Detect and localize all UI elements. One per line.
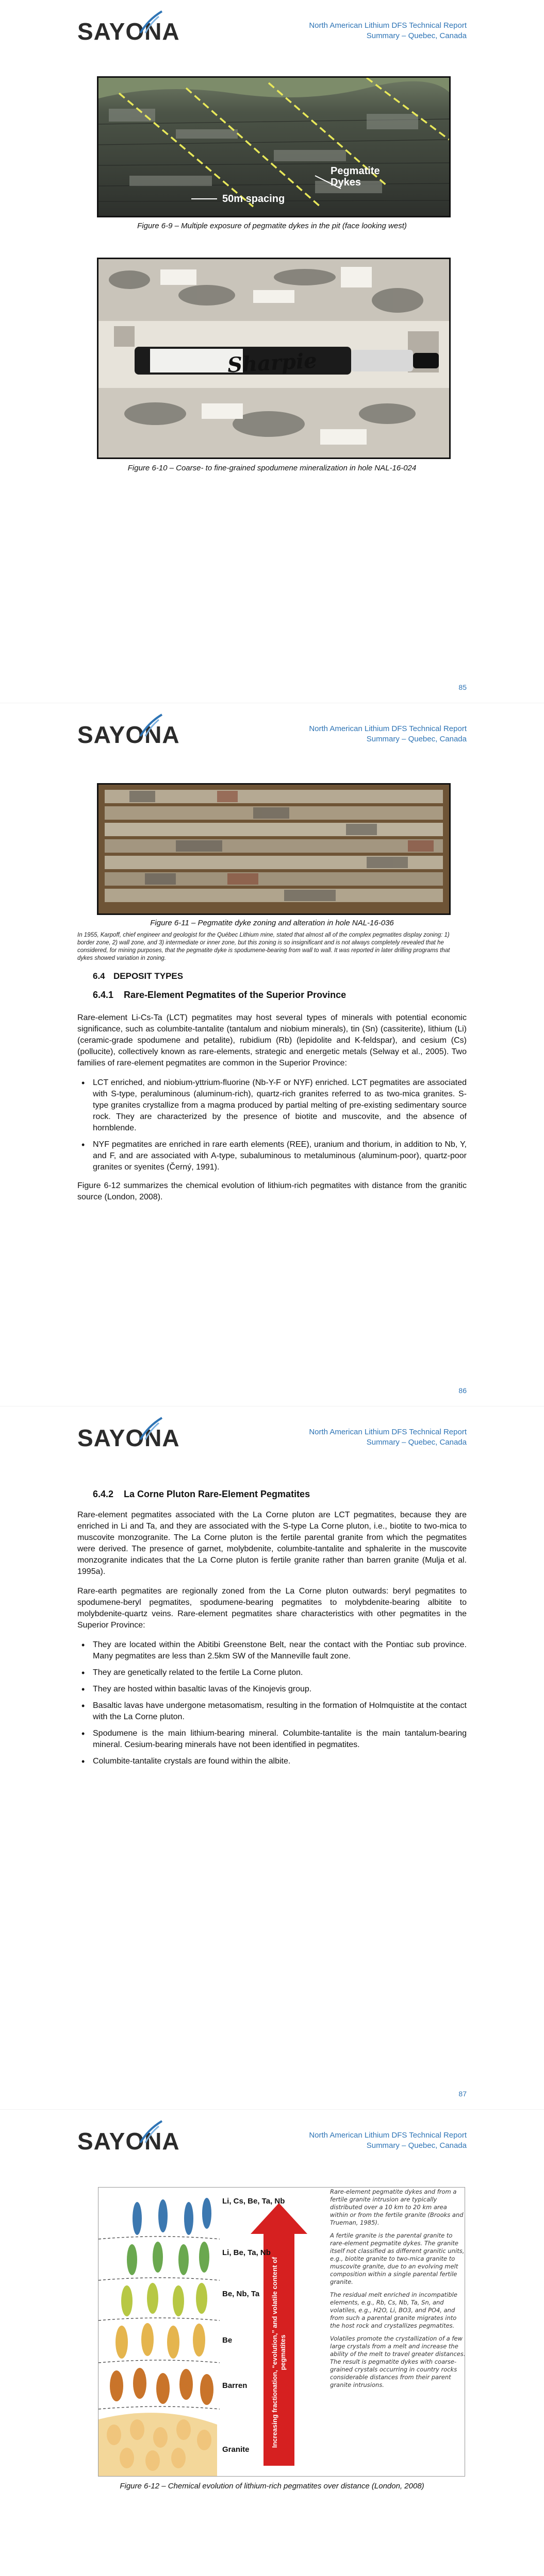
sayona-logo: SAYONA [77,721,180,749]
marker-brand-text: Sharpie [226,348,318,378]
logo-swoosh-icon [138,2120,164,2144]
pit-photo [97,76,451,217]
page-85 [0,0,544,703]
list-item: • Spodumene is the main lithium-bearing mineral. Columbite-tantalite is the main tantalum-bearing mineral. Cesium-bearing minerals have not been identified in pegmatites. [77,1728,467,1751]
fractionation-arrow-text: Increasing fractionation, “evolution,” and volatile content of pegmatites [271,2257,287,2448]
bullet-list [77,1639,467,1767]
header-line-2: Summary – Quebec, Canada [366,735,467,743]
subsection-heading: 6.4.2 La Corne Pluton Rare-Element Pegmatites [93,1489,310,1499]
page-88 [0,2110,544,2576]
page-number: 86 [458,1386,467,1395]
header-line-1: North American Lithium DFS Technical Report [309,1428,467,1436]
list-item: • Basaltic lavas have undergone metasomatism, resulting in the formation of Holmquistite at the contact with the La Corne pluton. [77,1700,467,1723]
header-line-1: North American Lithium DFS Technical Report [309,2131,467,2140]
report-header [309,2130,467,2151]
zone-label-barren: Barren [222,2381,248,2390]
zone-label-be: Be [222,2336,233,2345]
page-number: 87 [458,2090,467,2098]
list-item: • They are hosted within basaltic lavas of the Kinojevis group. [77,1684,467,1695]
logo-swoosh-icon [138,714,164,737]
zone-label-be-nb: Be, Nb, Ta [222,2290,260,2298]
paragraph: Rare-element pegmatites associated with the La Corne pluton are LCT pegmatites, because they are enriched in Li and Ta, and they are associated with the S-type La Corne pluton, i.e., biotite to two-mica to muscovite monzogranite. The La Corne pluton is the fertile parental granite from which the pegmatites were derived. The presence of garnet, molybdenite, columbite-tantalite and sphalerite in the muscovite monzogranite indicates that the La Corne pluton is fertile granite rather than barren granite (Mulja et al. 1995a). [77,1511,467,1576]
sayona-logo: SAYONA [77,2127,180,2155]
paragraph: Rare-earth pegmatites are regionally zoned from the La Corne pluton outwards: beryl pegmatites to spodumene-beryl pegmatites, spodumene-bearing pegmatites to molybdenite-bearing albitite to molybdenite-quartz veins. Rare-element pegmatites share characteristics with other pegmatites in the Superior Province: [77,1587,467,1630]
note-paragraph: Volatiles promote the crystallization of a few large crystals from a melt and increase the ability of the melt to travel greater distances. The result is pegmatite dykes with coarse-grained crystals occurring in country rocks considerable distances from their parent granite intrusions. [330,2335,466,2388]
report-header [309,21,467,41]
diagram-notes [330,2188,467,2394]
pegmatite-dykes-label: Pegmatite Dykes [331,165,380,188]
list-item: • They are genetically related to the fertile La Corne pluton. [77,1667,467,1679]
figure-6-9-caption: Figure 6-9 – Multiple exposure of pegmatite dykes in the pit (face looking west) [137,222,407,230]
header-line-2: Summary – Quebec, Canada [366,1438,467,1447]
sayona-logo: SAYONA [77,1424,180,1452]
header-line-1: North American Lithium DFS Technical Report [309,724,467,733]
section-heading: 6.4 DEPOSIT TYPES [93,971,184,981]
zone-label-li-cs: Li, Cs, Be, Ta, Nb [222,2197,285,2206]
list-item: • LCT enriched, and niobium-yttrium-fluorine (Nb-Y-F or NYF) enriched. LCT pegmatites are associated with S-type, peraluminous (aluminum-rich), quartz-rich granites referred to as two-mica granites. S-type granites crystallize from a magma produced by partial melting of pre-existing sedimentary source rock. They are characterized by the presence of biotite and muscovite, and the absence of hornblende. [77,1077,467,1134]
core-box-photo [97,783,451,915]
report-header [309,1427,467,1448]
paragraph: Figure 6-12 summarizes the chemical evolution of lithium-rich pegmatites with distance from the granitic source (London, 2008). [77,1181,467,1201]
header-line-1: North American Lithium DFS Technical Report [309,21,467,30]
spacing-label: 50m spacing [222,193,285,205]
section-body [77,1012,467,1211]
zone-label-granite: Granite [222,2445,250,2454]
subsection-heading: 6.4.1 Rare-Element Pegmatites of the Superior Province [93,990,347,1000]
paragraph: Rare-element Li-Cs-Ta (LCT) pegmatites may host several types of minerals with potential economic significance, such as columbite-tantalite (tantalum and niobium minerals), tin (Sn) (cassiterite), lithium (Li) (ceramic-grade spodumene and petalite), rubidium (Rb) (lepidolite and K-feldspar), and cesium (Cs) (pollucite), collectively known as rare-elements, strategic and energetic metals (Selway et al., 2005). Two families of rare-element pegmatites are common in the Superior Province: [77,1013,467,1067]
page-number: 85 [458,683,467,691]
report-header [309,724,467,744]
page-86 [0,703,544,1406]
figure-6-12-caption: Figure 6-12 – Chemical evolution of lithium-rich pegmatites over distance (London, 2008) [120,2482,424,2490]
zoning-note: In 1955, Karpoff, chief engineer and geologist for the Québec Lithium mine, stated that almost all of the complex pegmatites display zoning: 1) border zone, 2) wall zone, and 3) intermediate or inner zone, but this zoning is so insignificant and is not always completely revealed that he considered, for mining purposes, that the pegmatite dyke is spodumene-bearing from wall to wall. It was reported in later drilling programs that dykes showed variation in zoning. [77,932,450,961]
list-item: • Columbite-tantalite crystals are found within the albite. [77,1756,467,1767]
header-line-2: Summary – Quebec, Canada [366,2141,467,2150]
figure-6-10-caption: Figure 6-10 – Coarse- to fine-grained spodumene mineralization in hole NAL-16-024 [127,464,417,472]
section-body [77,1510,467,1774]
note-paragraph: A fertile granite is the parental granite to rare-element pegmatite dykes. The granite itself not classified as different granitic units, e.g., biotite granite to two-mica granite to muscovite granite, due to an evolving melt composition within a single parental fertile granite. [330,2232,465,2285]
drill-core-photo [97,258,451,459]
header-line-2: Summary – Quebec, Canada [366,31,467,40]
sayona-logo: SAYONA [77,18,180,45]
list-item: • They are located within the Abitibi Greenstone Belt, near the contact with the Pontiac sub province. Many pegmatites are less than 2.5km SW of the Manneville fault zone. [77,1639,467,1662]
note-paragraph: Rare-element pegmatite dykes and from a fertile granite intrusion are typically distributed over a 10 km to 20 km area within or from the fertile granite (Brooks and Trueman, 1985). [330,2188,464,2226]
bullet-list [77,1077,467,1173]
note-paragraph: The residual melt enriched in incompatible elements, e.g., Rb, Cs, Nb, Ta, Sn, and volatiles, e.g., H2O, Li, BO3, and PO4, and from such a parental granite migrates into the host rock and crystallizes pegmatites. [330,2291,457,2329]
zone-label-li-be: Li, Be, Ta, Nb [222,2248,271,2257]
logo-swoosh-icon [138,10,164,34]
logo-swoosh-icon [138,1417,164,1440]
list-item: • NYF pegmatites are enriched in rare earth elements (REE), uranium and thorium, in addition to Nb, Y, and F, and are associated with A-type, subaluminous to metaluminous (aluminum-poor), quartz-poor granites or syenites (Černý, 1991). [77,1139,467,1173]
page-87 [0,1406,544,2109]
figure-6-11-caption: Figure 6-11 – Pegmatite dyke zoning and alteration in hole NAL-16-036 [150,919,394,927]
